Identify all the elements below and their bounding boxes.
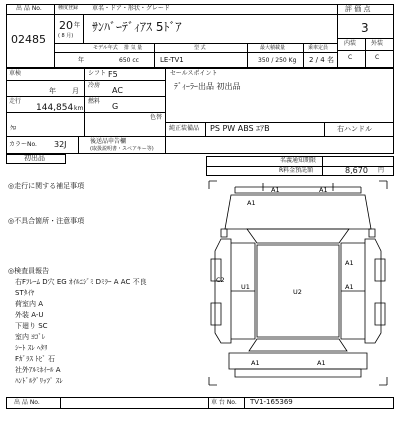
equipment-value: PS PW ABS ｴｱB xyxy=(210,124,270,133)
model-label: 型 式 xyxy=(194,45,206,51)
damage-mark: A1 xyxy=(345,283,354,291)
ac-label: 冷房 xyxy=(88,82,101,89)
report-line: ﾊﾝﾄﾞﾙｸﾞﾘｯﾌﾟ ｽﾚ xyxy=(15,377,63,385)
submit-notes-label: 後送品申告欄 xyxy=(90,138,127,145)
equipment-label: 純正装備品 xyxy=(169,125,200,132)
report-line: 社外ｱﾙﾐﾎｲｰﾙ A xyxy=(15,366,61,374)
grade-value: 3 xyxy=(361,21,369,35)
report-line: 室内 ﾖｺﾞﾚ xyxy=(15,333,46,341)
exterior-label: 外装 xyxy=(371,40,384,47)
fuel-value: G xyxy=(112,102,119,111)
color-no-label: カラーNo. xyxy=(9,141,37,148)
capacity-label: 最大積載量 xyxy=(260,45,286,51)
damage-mark: A1 xyxy=(251,359,260,367)
inspector-title: ◎検査員報告 xyxy=(8,267,50,275)
fuel-label: 燃料 xyxy=(88,98,101,105)
report-line: 下廻り SC xyxy=(15,322,48,330)
color-no-value: 32J xyxy=(54,140,67,149)
original-color: ｸﾛ xyxy=(10,125,17,132)
month-value: ( 8 月) xyxy=(58,33,74,39)
mileage-label: 走行 xyxy=(9,98,22,105)
car-name: ｻﾝﾊﾞｰﾃﾞｨｱｽ 5ﾄﾞｱ xyxy=(92,20,182,34)
report-line: 外装 A-U xyxy=(15,311,44,319)
chassis-number: TV1-165369 xyxy=(250,398,293,406)
damage-mark: C2 xyxy=(216,276,225,284)
interior-grade: C xyxy=(348,54,353,61)
mileage-value: 144,854 xyxy=(36,103,74,113)
inspection-year-label: 年 xyxy=(49,87,56,95)
tax-value: 8,670 xyxy=(345,166,368,175)
title-label: 名義通知期限 xyxy=(280,157,317,164)
notes-title: ◎走行に関する補足事項 xyxy=(8,182,85,190)
mileage-unit: km xyxy=(74,105,84,112)
steering-value: 右ハンドル xyxy=(337,125,372,133)
damage-mark: A1 xyxy=(319,186,328,194)
submit-notes-sub: (取扱説明書・スペアキー等) xyxy=(90,146,154,152)
interior-label: 内装 xyxy=(344,40,357,47)
year-unit: 年 xyxy=(74,22,81,29)
exterior-grade: C xyxy=(375,54,380,61)
shift-value: F5 xyxy=(108,70,118,79)
color-change-label: 色替 xyxy=(150,114,163,121)
capacity-value: 350 / 250 Kg xyxy=(258,57,297,64)
report-line: Fｶﾞﾗｽ ﾄﾋﾞ 石 xyxy=(15,355,55,363)
car-diagram xyxy=(207,179,389,387)
tax-unit: 円 xyxy=(378,167,385,174)
damage-mark: U2 xyxy=(293,288,302,296)
damage-mark: A1 xyxy=(247,199,256,207)
inspection-month-label: 月 xyxy=(72,87,79,95)
damage-mark: A1 xyxy=(317,359,326,367)
model-value: LE-TV1 xyxy=(160,56,184,64)
tax-label: R料金預託額 xyxy=(279,167,314,174)
year-value: 20 xyxy=(59,19,73,32)
damage-mark: A1 xyxy=(345,259,354,267)
displacement-label: 排 気 量 xyxy=(124,45,143,51)
ac-value: AC xyxy=(112,86,123,95)
defects-title: ◎不具合箇所・注意事項 xyxy=(8,217,85,225)
damage-mark: U1 xyxy=(241,283,250,291)
name-header: 車名・ドア・形状・グレード xyxy=(92,5,170,12)
lot-label: 出 品 No. xyxy=(16,5,42,12)
lot-number: 02485 xyxy=(11,33,46,46)
model-year-unit: 年 xyxy=(78,57,85,64)
report-line: 荷室内 A xyxy=(15,300,44,308)
inspection-label: 車検 xyxy=(9,70,22,77)
model-year-label: モデル年式 xyxy=(93,45,118,51)
damage-mark: A1 xyxy=(271,186,280,194)
seats-value: 2 / 4 名 xyxy=(309,56,334,64)
selling-points-value: ﾃﾞｨｰﾗｰ出品 初出品 xyxy=(174,82,241,91)
footer-frame xyxy=(6,397,394,409)
footer-lot-label: 出 品 No. xyxy=(14,399,40,406)
category-label: 種度登録 xyxy=(58,5,79,11)
report-line: ｼｰﾄ ｽﾚ ﾍﾀﾘ xyxy=(15,344,48,352)
seats-label: 乗車定員 xyxy=(308,45,329,51)
footer-chassis-label: 車 台 No. xyxy=(211,399,237,406)
first-listing-text: 初出品 xyxy=(24,154,45,162)
shift-label: シフト xyxy=(88,70,107,77)
selling-points-label: セールスポイント xyxy=(170,70,218,77)
car-outline xyxy=(207,179,389,387)
report-line: 右Fﾌﾚｰﾑ D穴 EG ｵｲﾙﾆｼﾞﾐ Dﾐﾗｰ A AC 不良 xyxy=(15,278,147,286)
grade-label: 評 価 点 xyxy=(345,5,371,13)
report-line: STﾀｲﾔ xyxy=(15,289,35,297)
displacement-value: 650 cc xyxy=(119,57,139,64)
